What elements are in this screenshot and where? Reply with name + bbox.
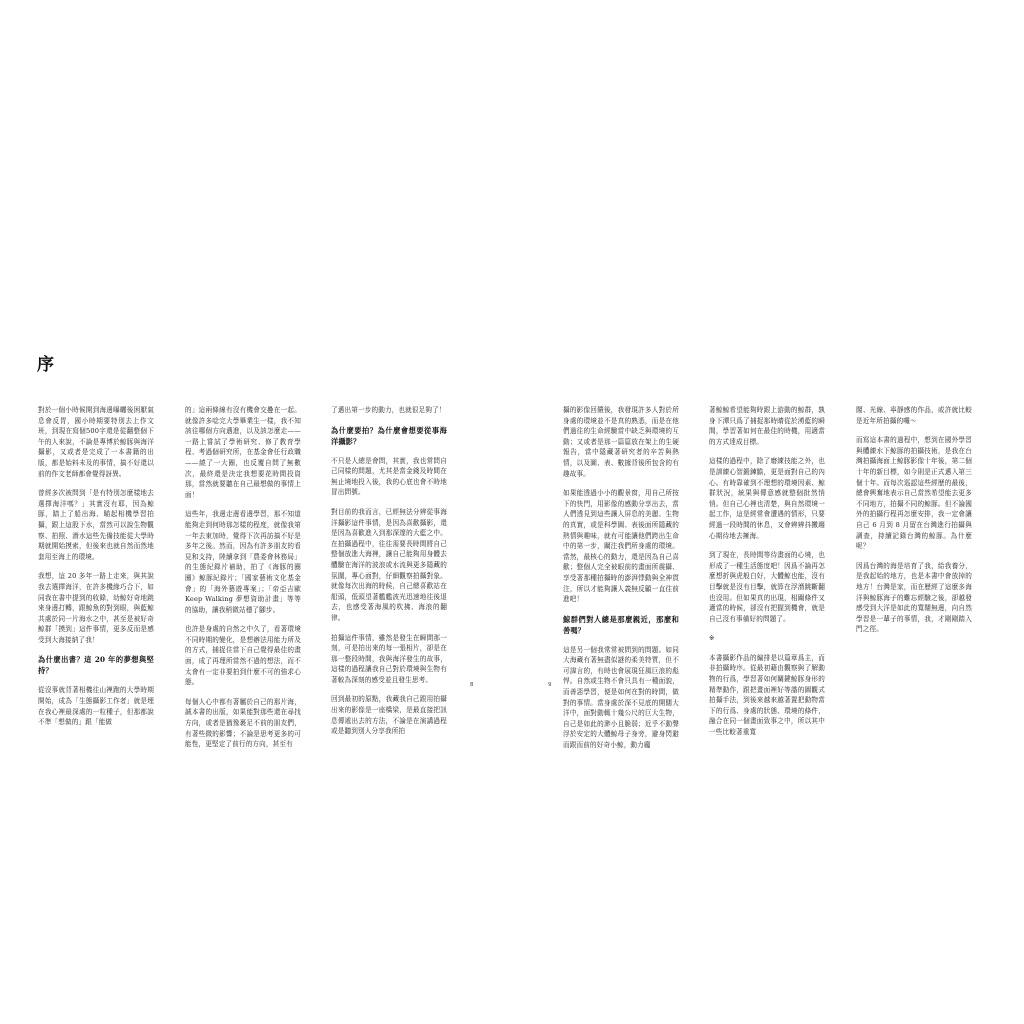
paragraph: 本書攝影作品的編排是以篇章爲主，而非拍攝時序。從最初藉由觀察與了解動物的行爲，學習著如何關鍵鯨豚身形的精準動作，跟把畫面裡好等諧的圖觀式拍攝手法，到後來越來越著置把動物當下的行爲、身處的狀態、環境的條件，融合在同一個畫面致事之中，所以其中一些比較著重寬 [709,653,825,737]
page-number-right: 9 [548,682,552,688]
page-gutter [511,340,512,700]
text-column-1 [38,405,154,727]
text-column-4 [563,405,679,750]
paragraph: 因爲台灣的海是培育了我，給我養分，是我起始的地方，也是本書中會放掉的地方！台灣是家，而在歷經了這麼多海洋與鯨豚海子的難忘經驗之後，卻越發感受到大洋是如此的寬闊無邊，向自然學習是一輩子的事情，我，才剛剛踏入門之徑。 [856,561,972,634]
paragraph: 這樣的過程中，除了磨練技能之外，也是訓練心智鍛鍊膽，更是面對自己的內心。有時靠確到不理想的環境因素、鯨群狀況，統果與傳意感就整個批然悄悄。但自己心裡也清楚，與自然環境一起工作，這是經常會遭遇的情形，只要經過一段時間的休息，又會辨辨抖擻趨心期待地去擁海。 [709,457,825,540]
paragraph: 也許是身處的自然之中久了，看著環境不同時期的變化，是想辦法用能力所及的方式，捕捉住當下自己覺得最佳的畫面，成了再理所當然不過的想法，而不太會有一定非要拍到什麼不可的強求心態。 [185,625,301,687]
paragraph: 回到最初的原點，我藏我自己跟用拍攝出來的影像是一座橋梁，是最直接把訊息傳遞出去的方法，不論是在演講過程或是聽到別人分享我所拍 [331,695,447,736]
paragraph: 著鯨鯨希望能夠時跟上游動的鯨群，孰身下潭只爲了捕捉那時睛從於湧藍的瞬間，學習著如何在最佳的時機，用適當的方式達成目標。 [709,406,825,446]
paragraph: 每個人心中都有著屬於自己的那片海，誠本書的出版，如果能對那些還在尋找方向，或者是猶豫裹足不前的朋友們，有著些微的影響；不論是思考更多的可能性，更堅定了前行的方向，甚至有 [185,697,301,749]
paragraph: 這是另一個我常常被問到的問題。如同大海藏有著無盡似謎的柔美特質，但不可諱言的，有時也會展現狂風巨浪的彪悍。自然或生物不會只具有一種面貌，而善惡學習，便是如何在對的時間，做對的事情。當身處於深不見底的開闊大洋中，面對動輒十幾公尺的巨大生物，自己是如此的渺小且脆弱；近乎不動聲浮於安定的大體鯨母子身旁，避身閃避而跟而前的好奇小鯨，動力龐 [563,645,679,750]
paragraph: 我想，這 20 多年一路上走來，與其說我去選擇海洋，在許多機緣巧合下，如同我在書中提到的收錄，幼鯨好奇地跳來身邊打轉，跟鯨魚的對到眼，與藍鯨共處於同一片海水之中，甚至是被好奇鯨群「摸到」這件事情，更多反而是感受到大海接納了我！ [38,572,154,644]
section-heading: 為什麼出書？這 20 年的夢想與堅持？ [38,655,154,676]
paragraph: 到了現在，長時間等待畫面的心境，也形成了一種生活態度吧！因爲不論再怎麼想折與虎般白好，大體鯨也能，沒有目擊就是沒有目擊，就算在浮潛跳斷翻也沒用。但如果真的出現，相關條件又適當的時候，卻沒有把握到機會，就是自己沒有事備好的問題了。 [709,551,825,623]
paragraph: 如果能透過小小的觀景窗，用自己所按下的快門，用影像的感動分享出去，當人們透見到這些讓人屏息的美麗、生物的真實，或是科學圖、表後面所隱藏的熱情與趣味，就有可能讓他們跨出生命中的第一步，關注我們所身處的環境。當然，最核心的動力，還是因為自己喜歡；整個人完全被眼前的畫面所震攝、享受著那種拍攝時的澎湃悸動與全神貫注，所以才能夠讓人義無反顧一直往前進吧！ [563,489,679,604]
text-column-6 [856,405,972,690]
paragraph: 這些年，我邊走邊看邊學習，那不知道能夠走到何時那怎樣的程度，就像我第一年去東加時，覺得下次再訪搞不好是多年之後。然而，因為有許多朋友的看見和支持，陸續拿到「農委會林務局」的生態紀錄片補助，拍了《海豚的圈圈》鯨豚紀錄片；「國家藝術文化基金會」的「海外藝遊專案」；「帝亞吉歐 Keep Walking 夢想資助計畫」等等的協助，讓我稍微站穩了腳步。 [185,510,301,614]
paragraph: 闊、光線、寧靜感的作品，或許就比較是近年所拍攝的囉～ [856,406,972,425]
page-number-left: 8 [470,682,474,688]
text-column-2 [185,405,301,749]
text-column-3 [331,405,447,736]
paragraph: 的」這兩條線有沒有機會交疊在一起。就像許多唸完大學畢業生一樣，我不知該往哪個方向邁進，以及該怎麼走——一路上嘗試了學術研究、修了教育學程、考過個研究所，在基金會任行政職——繞了一大圈，也反覆自問了無數次，最終還是決定我想要花時間投資那，當然就要聽在自己最想做的事情上面！ [185,406,301,499]
section-heading: 鯨群們對人總是那麼親近，那麼和善嗎？ [563,614,679,635]
paragraph: 而寫這本書的過程中，想到在國外學習與體練水下鯨豚的拍攝技術，是我在台灣拍攝海面上鯨豚影像十年後，第二個十年的新目標，如今則是正式邁入第三個十年。而每次巡認這些經歷的最後，總會興奮地表示自己當然希望能去更多不同地方，拍攝不同的鯨豚。但不論國外的拍攝行程再怎麼安排，我一定會讓自己 6 月到 8 月留在台灣進行拍攝與調查，持續記錄台灣的鯨豚。為什麼呢？ [856,436,972,551]
section-heading: 為什麼要拍？為什麼會想要從事海洋攝影？ [331,425,447,446]
paragraph: 拍攝這件事情，雖然是發生在瞬間那一刻，可是拍出來的每一張相片，卻是在那一整段時間，我與海洋發生的故事，這樣的過程讓我自己對於環境與生物有著較為深刻的感受並且發生思考。 [331,633,447,684]
paragraph: 從沒事就背著相機往山裡跑的大學時期開始，成為「生態攝影工作者」就是埋在我心裡最深處的一粒種子，但那都說不準「想做的」跟「能做 [38,686,154,727]
section-mark: ※ [709,634,715,643]
paragraph: 攝的影像回饋後，我發現許多人對於所身處的環境並不是真的熟悉，而是在他們過往的生命經驗當中缺乏與環境的互動；又或者是那一篇篇放在架上的生硬報告，當中隱藏著研究者的辛苦與熱情，以及圖、表、數據背後所包含的有趣故事。 [563,406,679,478]
text-column-5 [709,405,825,737]
paragraph: 對於一個小時候開到海邊曝曬後困厭氣息會反胃，國小時期要特別去上作文班，到現在寫個500字還是從翻整個下午的人來說，不論是專博於鯨豚與海洋攝影，又或者是完成了一本書籍的出版，都是始料未及的事情，搞不好還以前的作文老師都會覺得訝異。 [38,406,154,478]
paragraph: 了邁出第一步的動力，也就很足夠了！ [331,406,446,414]
paragraph: 曾經多次被問到「是有特別怎麼樣地去選擇海洋嗎？」其實沒有耶，因為鯨豚，踏上了船出海、瞄起相機學習拍攝，跟上這股下水，當然可以說生物觀察、拍照、潛水這些先備技能從大學時期就開始摸索，但後來也就自然而然地套用至海上的環境。 [38,489,154,561]
paragraph: 不只是人總是會問，其實，我也常問自己同樣的問題，尤其是當金錢及時間在無止境地投入後，我的心底也會不時地冒出問號。 [331,456,447,497]
page-title: 序 [37,355,54,375]
paragraph: 對目前的我而言，已經無法分辨從事海洋攝影這件事情，是因為喜歡攝影，還是因為喜歡進入到那深邃的大藍之中。在拍攝過程中，往往需要長時間將自己整個放進大海裡，讓自己能夠用身體去體驗在海洋的波浪或水流與更多隱藏的氛圍，專心面對，仔細觀察拍攝對象。就像每次出海的時候，自己總喜歡站在船頭，低頭望著艦艦波光迅速地往後退去，也感受著海風的吹拂、海浪的翻律。 [331,507,447,622]
